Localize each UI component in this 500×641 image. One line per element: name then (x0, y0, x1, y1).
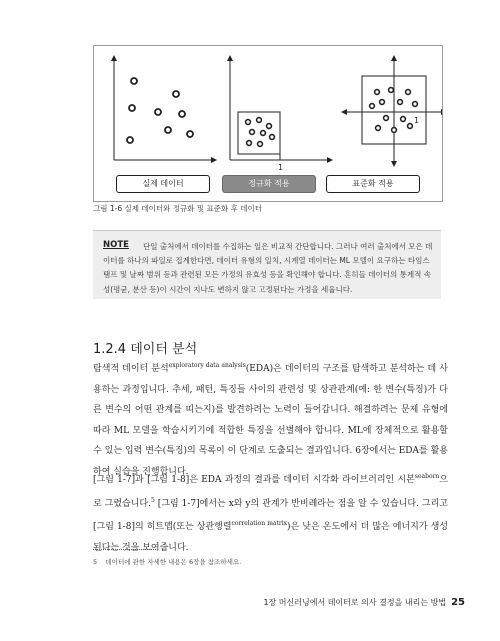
data-point (250, 130, 255, 135)
data-point (413, 102, 418, 107)
figure-caption: 그림 1-6 실제 데이터와 정규화 및 표준화 후 데이터 (93, 204, 262, 213)
data-point (179, 111, 185, 117)
text: [그림 1-7]에서는 x와 y의 관계가 반비례라는 점을 알 수 있습니다. 그리고 [그림 1-8]의 히트맵(또는 상관행렬 (93, 498, 448, 532)
term-superscript: exploratory data analysis (168, 362, 246, 369)
term-superscript: seaborn (414, 473, 440, 480)
data-point (267, 124, 272, 129)
data-point (247, 141, 252, 146)
data-point (173, 91, 179, 97)
data-point (165, 127, 171, 133)
data-point (370, 104, 375, 109)
data-point (380, 100, 385, 105)
data-point (384, 116, 389, 121)
data-point (389, 88, 394, 93)
data-point (261, 131, 266, 136)
text: 으로 그렸습니다. (93, 475, 448, 509)
data-point (127, 137, 133, 143)
running-head: 1장 머신러닝에서 데이터로 의사 결정을 내리는 방법 (263, 598, 447, 607)
axis-tick-label: 1 (278, 163, 284, 172)
data-point (392, 128, 397, 133)
text: 탐색적 데이터 분석 (93, 364, 169, 374)
text: [그림 1-7]과 [그림 1-8]은 EDA 과정의 결과를 데이터 시각화 라이브러리인 시본 (93, 475, 415, 485)
text: )은 낮은 온도에서 더 많은 에너지가 생성된다는 것을 보여줍니다. (93, 522, 448, 553)
footnote-divider (93, 549, 158, 550)
data-point (257, 118, 262, 123)
text: (EDA)은 데이터의 구조를 탐색하고 분석하는 데 사용하는 과정입니다. 추세, 패턴, 특징들 사이의 관련성 및 상관관계(예: 한 변수(특징)가 다른 변수의 어떤 관계를 띠는지)를 발견하려는 노력이 들어갑니다. 해결하려는 문제 유형에 따라 ML 모델을 학습시키기에 적합한 특징을 선별해야 합니다. ML에 장체적으로 활용할 수 있는 입력 변수(특징)의 목록이 이 단계로 도출되는 결과입니다. 6장에서는 EDA를 활용하여 실습을 진행합니다. (93, 364, 448, 477)
data-point (131, 78, 137, 84)
data-point (155, 109, 161, 115)
panel1-points (127, 78, 193, 143)
data-point (246, 120, 251, 125)
note-box (93, 230, 441, 299)
axis-tick-label: 1 (414, 116, 420, 125)
data-point (376, 126, 381, 131)
footnote (93, 557, 241, 566)
term-superscript: correlation matrix (231, 520, 288, 527)
page-number: 25 (451, 597, 465, 608)
panel-label-normalized: 정규화 적용 (222, 175, 316, 193)
data-point (406, 90, 411, 95)
note-text: 단일 출처에서 데이터를 수집하는 일은 비교적 간단합니다. 그러나 여러 출처에서 모은 데이터를 하나의 파일로 집계한다면, 데이터 유형의 일치, 시계열 데이터는 ML 모델이 요구하는 타임스탬프 및 날짜 범위 등과 관련된 모든 가정의 유효성 등을 확인해야 합니다. 흔히들 데이터의 통계적 속성(평균, 분산 등)이 시간이 지나도 변하지 않고 고정된다는 가정을 세웁니다. (103, 242, 433, 294)
data-point (270, 135, 275, 140)
paragraph-eda (93, 356, 448, 482)
footnote-number: 5 (93, 558, 98, 566)
panel-label-standardized: 표준화 적용 (326, 175, 420, 193)
note-title: NOTE (103, 240, 129, 250)
data-point (398, 100, 403, 105)
panel-label-raw: 실제 데이터 (116, 175, 210, 193)
data-point (401, 117, 406, 122)
footnote-text: 데이터에 관한 자세한 내용은 6장을 참조하세요. (105, 558, 242, 566)
data-point (258, 142, 263, 147)
paragraph-figures (93, 467, 448, 558)
figure-1-6 (93, 45, 443, 202)
data-point (408, 124, 413, 129)
footnote-ref[interactable]: 5 (151, 496, 155, 504)
page-footer (263, 597, 465, 608)
data-point (129, 105, 135, 111)
section-title: 1.2.4 데이터 분석 (93, 342, 198, 357)
data-point (187, 131, 193, 137)
data-point (375, 90, 380, 95)
